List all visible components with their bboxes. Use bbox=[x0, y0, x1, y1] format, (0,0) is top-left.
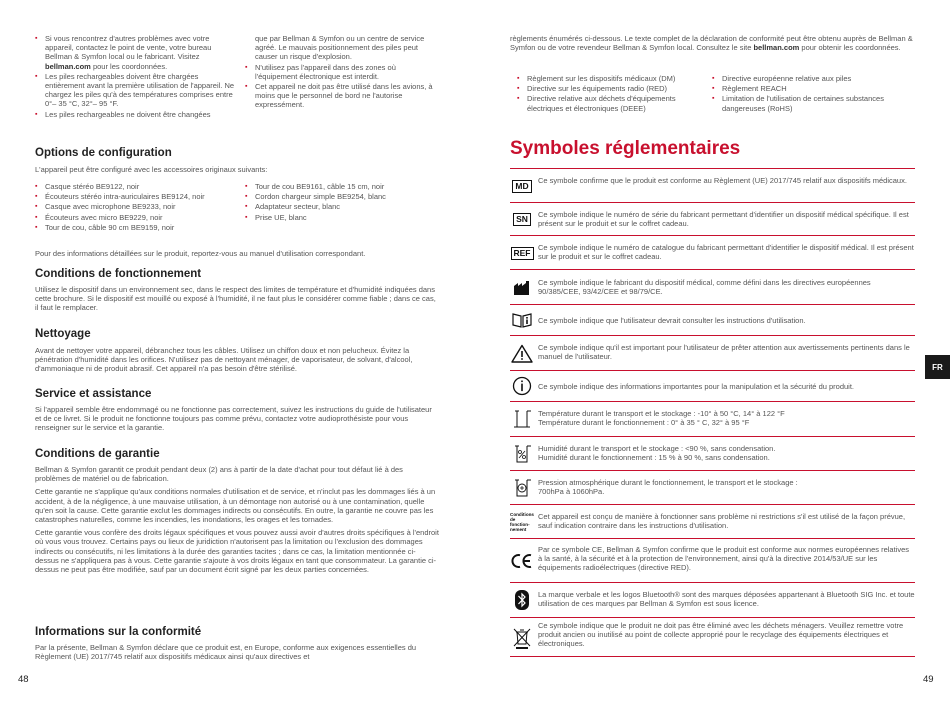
section-heading: Service et assistance bbox=[35, 388, 152, 400]
safety-bullets-col1 bbox=[35, 34, 235, 120]
bluetooth-icon bbox=[510, 589, 534, 611]
website-link[interactable]: bellman.com bbox=[45, 61, 91, 71]
right-page bbox=[475, 0, 950, 703]
list-item: ▪ Casque avec microphone BE9233, noir bbox=[35, 202, 245, 211]
section-body: Si l'appareil semble être endommagé ou ne fonctionne pas correctement, suivez les instructions du guide de l'utilisateur et de ce livret. Si le produit ne fonctionne toujours pas comme prévu, contactez votre audioprothésiste pour vous renseigner sur le service et la garantie. bbox=[35, 405, 432, 433]
list-item: ▪ Casque stéréo BE9122, noir bbox=[35, 182, 245, 191]
md-icon: MD bbox=[510, 179, 534, 193]
manufacturer-icon bbox=[510, 277, 534, 299]
list-item: ▪ Règlement sur les dispositifs médicaux (DM) bbox=[517, 74, 707, 83]
options-intro: L'appareil peut être configuré avec les accessoires originaux suivants: bbox=[35, 165, 268, 174]
list-item: ▪ Prise UE, blanc bbox=[245, 213, 445, 222]
list-item: ▪ Les piles rechargeables ne doivent être changées bbox=[35, 110, 235, 119]
symbol-row: Ce symbole indique des informations importantes pour la manipulation et la sécurité du produit. bbox=[510, 370, 915, 401]
list-item: ▪ Limitation de l'utilisation de certaines substances dangereuses (RoHS) bbox=[712, 94, 912, 112]
accessories-list-a bbox=[35, 182, 245, 233]
operating-conditions-icon: Conditions de fonctionnement bbox=[510, 511, 534, 533]
website-link[interactable]: bellman.com bbox=[753, 43, 800, 53]
weee-bin-icon bbox=[510, 626, 534, 650]
list-item: ▪ Cet appareil ne doit pas être utilisé dans les avions, à moins que le personnel de bord ne l'autorise expressément. bbox=[245, 82, 440, 110]
ref-icon: REF bbox=[510, 246, 534, 260]
list-item: ▪ Les piles rechargeables doivent être chargées entièrement avant la première utilisation de l'appareil. Ne chargez les piles qu'à des températures comprises entre 0°– 35 °C, 32°– 95 °F. bbox=[35, 72, 235, 109]
humidity-icon bbox=[510, 443, 534, 465]
list-item: ▪ Tour de cou BE9161, câble 15 cm, noir bbox=[245, 182, 445, 191]
symbol-row: Conditions de fonctionnement Cet appareil est conçu de manière à fonctionner sans problème ni restrictions s'il est utilisé de la façon prévue, sauf indication contraire dans les instructions d'utilisation. bbox=[510, 504, 915, 538]
symbol-row: Par ce symbole CE, Bellman & Symfon confirme que le produit est conforme aux normes européennes relatives à la santé, à la sécurité et à la protection de l'environnement, ainsi qu'à la directive 2014/53/UE sur les équipements radioélectriques (directive RED). bbox=[510, 538, 915, 582]
list-item: ▪ Adaptateur secteur, blanc bbox=[245, 202, 445, 211]
symbol-row: MD Ce symbole confirme que le produit est conforme au Règlement (UE) 2017/745 relatif aux dispositifs médicaux. bbox=[510, 168, 915, 202]
regulations-list-b bbox=[712, 74, 912, 114]
symbols-title: Symboles réglementaires bbox=[510, 138, 741, 159]
list-item: ▪ Directive sur les équipements radio (RED) bbox=[517, 84, 707, 93]
accessories-list-b bbox=[245, 182, 445, 223]
symbol-row: Humidité durant le transport et le stockage : <90 %, sans condensation. Humidité durant le fonctionnement : 15 % à 90 %, sans condensation. bbox=[510, 436, 915, 470]
pressure-icon bbox=[510, 477, 534, 499]
symbol-row: Ce symbole indique que le produit ne doit pas être éliminé avec les déchets ménagers. Veuillez remettre votre produit ancien ou inutilisé au point de collecte approprié pour le recyclage des équipements électriques et électroniques. bbox=[510, 617, 915, 657]
section-heading: Informations sur la conformité bbox=[35, 626, 202, 638]
list-item: ▪ N'utilisez pas l'appareil dans des zones où l'équipement électronique est interdit. bbox=[245, 63, 440, 81]
section-body: Avant de nettoyer votre appareil, débranchez tous les câbles. Utilisez un chiffon doux et non pelucheux. Évitez la pénétration d'humidité dans les orifices. N'utilisez pas de nettoyant ménager, de vaporisateur, de solvant, d'alcool, d'ammoniaque ni de produit abrasif. Cet appareil n'a pas besoin d'être stérilisé. bbox=[35, 346, 413, 374]
list-item: ▪ Directive relative aux déchets d'équipements électriques et électroniques (DEEE) bbox=[517, 94, 707, 112]
info-icon bbox=[510, 376, 534, 396]
page-number: 48 bbox=[18, 674, 29, 685]
list-item: ▪ Tour de cou, câble 90 cm BE9159, noir bbox=[35, 223, 245, 232]
options-note: Pour des informations détaillées sur le produit, reportez-vous au manuel d'utilisation correspondant. bbox=[35, 249, 366, 258]
list-item: ▪ Écouteurs stéréo intra-auriculaires BE9124, noir bbox=[35, 192, 245, 201]
section-heading: Nettoyage bbox=[35, 328, 91, 340]
ce-icon bbox=[510, 550, 534, 572]
section-heading: Options de configuration bbox=[35, 147, 172, 159]
symbol-row: Pression atmosphérique durant le fonctionnement, le transport et le stockage : 700hPa à 1060hPa. bbox=[510, 470, 915, 504]
list-item: ▪ Cordon chargeur simple BE9254, blanc bbox=[245, 192, 445, 201]
list-item: ▪ Règlement REACH bbox=[712, 84, 912, 93]
section-heading: Conditions de fonctionnement bbox=[35, 268, 202, 280]
language-tab: FR bbox=[925, 355, 950, 379]
list-item: ▪ Directive européenne relative aux piles bbox=[712, 74, 912, 83]
instructions-icon bbox=[510, 310, 534, 330]
warning-icon bbox=[510, 342, 534, 364]
list-item: ▪ Écouteurs avec micro BE9229, noir bbox=[35, 213, 245, 222]
symbol-row: La marque verbale et les logos Bluetooth® sont des marques déposées appartenant à Bluetooth SIG Inc. et toute utilisation de ces marques par Bellman & Symfon est sous licence. bbox=[510, 582, 915, 617]
symbol-row: SN Ce symbole indique le numéro de série du fabricant permettant d'identifier un dispositif médical spécifique. Il est présent sur le produit et sur le coffret cadeau. bbox=[510, 202, 915, 235]
symbol-row: REF Ce symbole indique le numéro de catalogue du fabricant permettant d'identifier le dispositif médical. Il est présent sur le produit et sur le coffret cadeau. bbox=[510, 235, 915, 269]
temperature-icon bbox=[510, 408, 534, 430]
symbol-row: Température durant le transport et le stockage : -10° à 50 °C, 14° à 122 °F Température durant le fonctionnement : 0° à 35 ° C, 32° à 95 °F bbox=[510, 401, 915, 436]
page-number: 49 bbox=[923, 674, 934, 685]
safety-col2 bbox=[245, 34, 440, 111]
symbol-row: Ce symbole indique le fabricant du dispositif médical, comme défini dans les directives européennes 90/385/CEE, 93/42/CEE et 98/79/CE. bbox=[510, 269, 915, 304]
section-body: Utilisez le dispositif dans un environnement sec, dans le respect des limites de température et d'humidité indiquées dans cette brochure. Si le dispositif est mouillé ou exposé à l'humidité, il ne faut plus le considérer comme fiable ; dans ce cas, il faut le remplacer. bbox=[35, 285, 436, 313]
continuation-text: que par Bellman & Symfon ou un centre de service agréé. Le mauvais positionnement des piles peut causer un risque d'explosion. bbox=[255, 34, 425, 62]
section-body: Par la présente, Bellman & Symfon déclare que ce produit est, en Europe, conforme aux exigences essentielles du Règlement (UE) 2017/745 relatif aux dispositifs médicaux ainsi qu'aux directives et bbox=[35, 643, 417, 662]
sn-icon: SN bbox=[510, 212, 534, 226]
regulations-list-a bbox=[517, 74, 707, 114]
symbol-row: Ce symbole indique qu'il est important pour l'utilisateur de prêter attention aux avertissements pertinents dans le manuel de l'utilisateur. bbox=[510, 335, 915, 370]
symbol-row: Ce symbole indique que l'utilisateur devrait consulter les instructions d'utilisation. bbox=[510, 304, 915, 335]
section-body: Bellman & Symfon garantit ce produit pendant deux (2) ans à partir de la date d'achat pour tout défaut lié à des problèmes de matériel ou de fabrication. Cette garantie ne s'applique qu'aux conditions normales d'utilisation et de service, et n'inclut pas les dommages liés à un accident, à de la négligence, à une mauvaise utilisation, à un démontage non autorisé ou à une contamination, quelle qu'en soit la cause. Cette garantie exclut les dommages indirects ou consécutifs. En outre, la garantie ne couvre pas les catastrophes naturelles, comme les incendies, les inondations, les orages et les tornades. Cette garantie vous confère des droits légaux spécifiques et vous pouvez aussi avoir d'autres droits spécifiques à l'endroit où vous vous trouvez. Certains pays ou lieux de juridiction n'autorisent pas la limitation ou l'exclusion des dommages indirects ou consécutifs, ni les limitations à la durée des garanties tacites ; dans ce cas, la limitation mentionnée ci-dessus ne s'appliquera pas à vous. Cette garantie s'ajoute à vos droits légaux en tant que consommateur. La garantie ci-dessus ne peut pas être modifiée, sauf par un document écrit signé par les deux parties concernées. bbox=[35, 465, 439, 575]
section-heading: Conditions de garantie bbox=[35, 448, 160, 460]
conformity-intro: règlements énumérés ci-dessous. Le texte complet de la déclaration de conformité peut être obtenu auprès de Bellman & Symfon ou de votre revendeur Bellman & Symfon local. Consultez le site bellman.com pour obtenir les coordonnées. bbox=[510, 34, 913, 53]
list-item: ▪ Si vous rencontrez d'autres problèmes avec votre appareil, contactez le point de vente, votre bureau Bellman & Symfon local ou le fabricant. Visitez bellman.com pour les coordonnées. bbox=[35, 34, 235, 71]
